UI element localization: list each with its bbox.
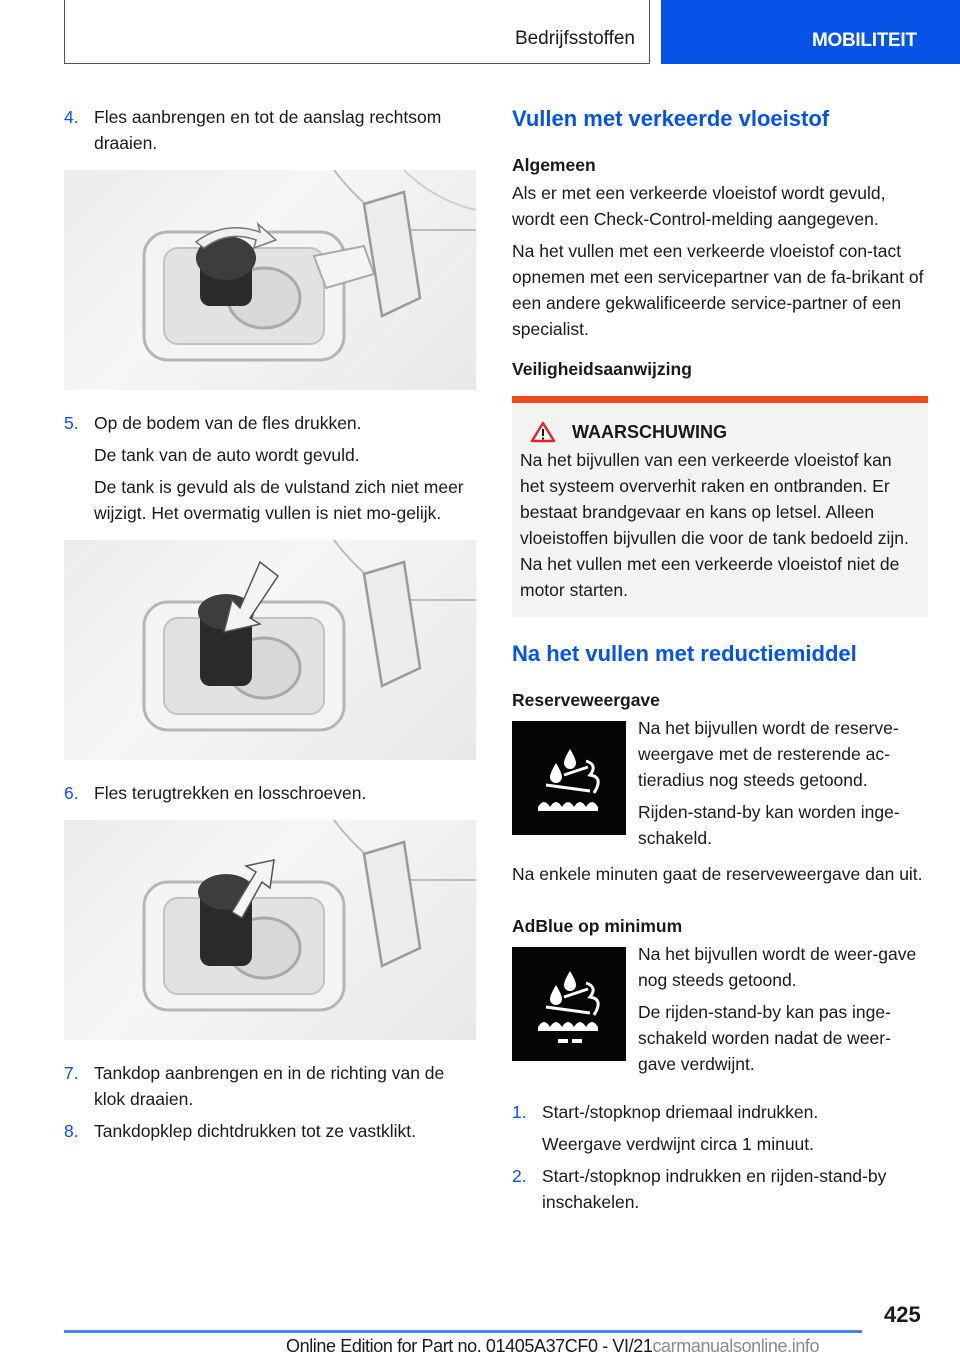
- footer-divider: [64, 1330, 862, 1333]
- edition-text: Online Edition for Part no. 01405A37CF0 - VI/21: [286, 1336, 653, 1356]
- brand-watermark[interactable]: carmanualsonline.info: [652, 1336, 820, 1356]
- step-text: Start-/stopknop driemaal indrukken.: [542, 1102, 819, 1122]
- warning-text: Na het bijvullen van een verkeerde vloeistof kan het systeem oververhit raken en ontbranden. Er bestaat brandgevaar en kans op letsel. Alleen vloeistoffen bijvullen die voor de tank bedoeld zijn. Na het vullen met een verkeerde vloeistof niet de motor starten.: [520, 450, 909, 600]
- step-number: 7.: [64, 1063, 79, 1083]
- step-text: Tankdop aanbrengen en in de richting van de klok draaien.: [94, 1063, 445, 1109]
- minimum-paragraph-2: De rijden-stand-by kan pas inge-schakeld worden nadat de weer-gave verdwijnt.: [638, 1002, 891, 1074]
- reserve-paragraph-1: Na het bijvullen wordt de reserve-weergave met de resterende ac-tieradius nog steeds getoond.: [638, 718, 899, 790]
- header-section-title: Bedrijfsstoffen: [514, 28, 635, 49]
- reserve-paragraph-3: Na enkele minuten gaat de reserveweergave dan uit.: [512, 864, 923, 884]
- step-number: 5.: [64, 413, 79, 433]
- header-chapter-tab: [661, 0, 960, 64]
- step-5-sub-1: De tank van de auto wordt gevuld.: [94, 445, 360, 465]
- step-number: 1.: [512, 1102, 527, 1122]
- step-2: [512, 1163, 928, 1215]
- warning-box: [512, 396, 928, 617]
- right-column: [512, 104, 928, 1221]
- step-8: [64, 1118, 478, 1144]
- step-text: Fles terugtrekken en losschroeven.: [94, 783, 367, 803]
- bottle-pull-out-illustration: [64, 820, 476, 1040]
- step-1: [512, 1099, 928, 1125]
- step-5-sub-2: De tank is gevuld als de vulstand zich niet meer wijzigt. Het overmatig vullen is niet mo-gelijk.: [94, 477, 464, 523]
- page-number: 425: [884, 1302, 921, 1327]
- minimum-display-row: [512, 941, 928, 1083]
- step-text: Tankdopklep dichtdrukken tot ze vastklikt.: [94, 1121, 416, 1141]
- adblue-minimum-icon: [512, 947, 626, 1061]
- step-1-sub: Weergave verdwijnt circa 1 minuut.: [542, 1134, 815, 1154]
- step-text: Fles aanbrengen en tot de aanslag rechtsom draaien.: [94, 107, 442, 153]
- step-4: [64, 104, 478, 156]
- warning-triangle-icon: [530, 421, 556, 443]
- minimum-paragraph-1: Na het bijvullen wordt de weer-gave nog steeds getoond.: [638, 944, 917, 990]
- heading-reserve: Reserveweergave: [512, 690, 660, 710]
- warning-header: [520, 421, 920, 443]
- step-number: 4.: [64, 107, 79, 127]
- heading-general: Algemeen: [512, 155, 596, 175]
- reserve-paragraph-2: Rijden-stand-by kan worden inge-schakeld.: [638, 802, 900, 848]
- bottle-press-down-illustration: [64, 540, 476, 760]
- step-6: [64, 780, 478, 806]
- step-number: 2.: [512, 1166, 527, 1186]
- heading-safety: Veiligheidsaanwijzing: [512, 359, 692, 379]
- adblue-reserve-icon: [512, 721, 626, 835]
- step-text: Op de bodem van de fles drukken.: [94, 413, 362, 433]
- heading-adblue-minimum: AdBlue op minimum: [512, 916, 683, 936]
- step-text: Start-/stopknop indrukken en rijden-stand-by inschakelen.: [542, 1166, 887, 1212]
- section-title-wrong-fluid: Vullen met verkeerde vloeistof: [512, 106, 830, 131]
- warning-label: WAARSCHUWING: [572, 421, 727, 442]
- header-section-box: [64, 0, 650, 64]
- header-chapter-label: MOBILITEIT: [812, 30, 917, 51]
- step-7: [64, 1060, 478, 1112]
- reserve-display-row: [512, 715, 928, 857]
- step-number: 6.: [64, 783, 79, 803]
- footer-edition: [286, 1336, 819, 1357]
- fuel-cap-rotate-illustration: [64, 170, 476, 390]
- left-column: [64, 104, 478, 1150]
- step-5: [64, 410, 478, 436]
- general-paragraph-2: Na het vullen met een verkeerde vloeistof con-tact opnemen met een servicepartner van de fa-brikant of een andere gekwalificeerde service-partner of een specialist.: [512, 241, 924, 339]
- step-number: 8.: [64, 1121, 79, 1141]
- general-paragraph-1: Als er met een verkeerde vloeistof wordt gevuld, wordt een Check-Control-melding aangegeven.: [512, 183, 886, 229]
- section-title-reductant: Na het vullen met reductiemiddel: [512, 641, 857, 666]
